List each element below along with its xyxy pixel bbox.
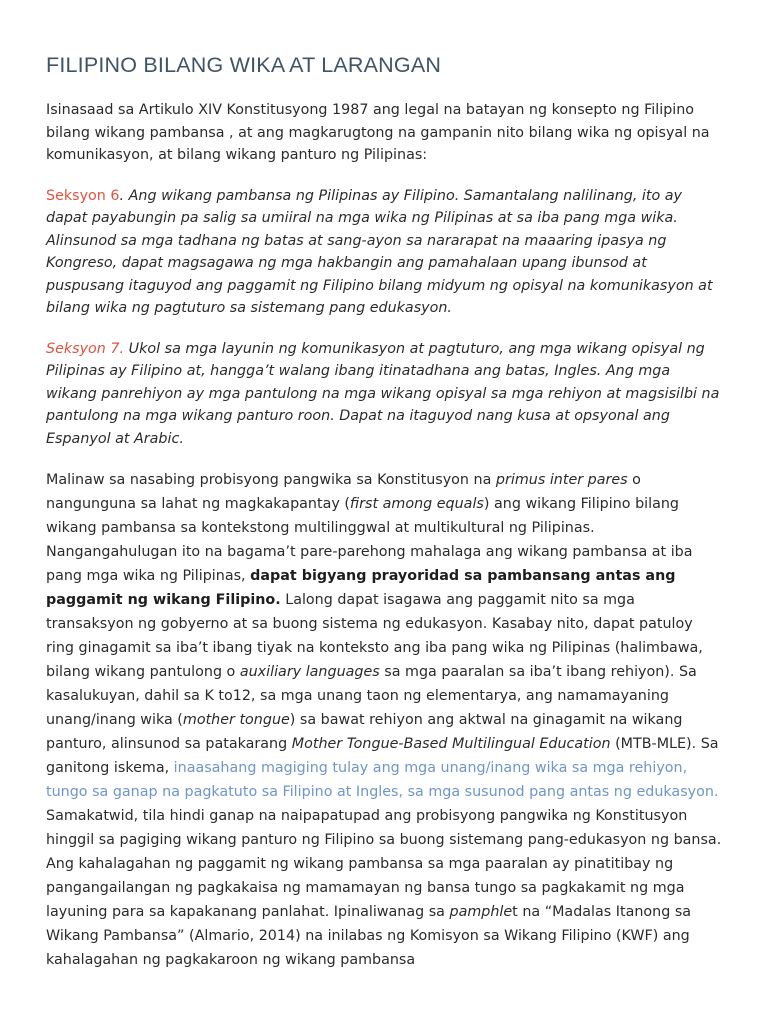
body-italic-term: Mother Tongue-Based Multilingual Education [291,736,611,752]
body-italic-term: first among equals [349,496,484,512]
seksyon-6-paragraph [46,185,722,320]
body-text: ) ang wikang Filipino bilang wikang pambansa sa kontekstong multilinggwal at multikultural ng Pilipinas. Nangangahulugan ito na bagama’t pare-parehong mahalaga ang wikang pambansa at iba pang mga wika ng Pilipinas, [46,496,693,584]
body-text: sa mga paaralan sa iba’t ibang rehiyon). Sa kasalukuyan, dahil sa K to12, sa mga unang taon ng elementarya, ang namamayaning unang/inang wika ( [46,664,697,728]
body-text: Malinaw sa nasabing probisyong pangwika sa Konstitusyon na [46,472,496,488]
seksyon-7-label: Seksyon 7. [46,340,125,357]
body-paragraph [46,468,722,972]
highlighted-link[interactable]: inaasahang magiging tulay ang mga unang/inang wika sa mga rehiyon, tungo sa ganap na pagkatuto sa Filipino at Ingles, sa mga susunod pang antas ng edukasyon. [46,760,719,800]
body-italic-term: pamphle [449,904,513,920]
page-title: FILIPINO BILANG WIKA AT LARANGAN [46,53,442,77]
seksyon-6-text: . Ang wikang pambansa ng Pilipinas ay Filipino. Samantalang nalilinang, ito ay dapat payabungin pa salig sa umiiral na mga wika ng Pilipinas at sa iba pang mga wika. Alinsunod sa mga tadhana ng batas at sang-ayon sa nararapat na maaaring ipasya ng Kongreso, dapat magsagawa ng mga hakbangin ang pamahalaan upang ibunsod at puspusang itaguyod ang paggamit ng Filipino bilang midyum ng opisyal na komunikasyon at bilang wika ng pagtuturo sa sistemang pang edukasyon. [46,187,713,316]
body-text: o nangunguna sa lahat ng magkakapantay ( [46,472,641,512]
body-text: Lalong dapat isagawa ang paggamit nito sa mga transaksyon ng gobyerno at sa buong sistema ng edukasyon. Kasabay nito, dapat patuloy ring ginagamit sa iba’t ibang tiyak na konteksto ang iba pang wika ng Pilipinas (halimbawa, bilang wikang pantulong o [46,592,703,680]
body-italic-term: auxiliary languages [239,664,380,680]
seksyon-6-label: Seksyon 6 [46,187,120,204]
seksyon-7-text: Ukol sa mga layunin ng komunikasyon at pagtuturo, ang mga wikang opisyal ng Pilipinas ay Filipino at, hangga’t walang ibang itinatadhana ang batas, Ingles. Ang mga wikang panrehiyon ay mga pantulong na mga wikang opisyal sa mga rehiyon at magsisilbi na pantulong na mga wikang panturo roon. Dapat na itaguyod nang kusa at opsyonal ang Espanyol at Arabic. [46,340,720,447]
body-text: Samakatwid, tila hindi ganap na naipapatupad ang probisyong pangwika ng Konstitusyon hinggil sa pagiging wikang panturo ng Filipino sa buong sistemang pang-edukasyon ng bansa. Ang kahalagahan ng paggamit ng wikang pambansa sa mga paaralan ay pinatitibay ng pangangailangan ng pagkakaisa ng mamamayan ng bansa tungo sa pagkakamit ng mga layuning para sa kapakanang panlahat. Ipinaliwanag sa [46,808,722,920]
body-text: (MTB-MLE). Sa ganitong iskema, [46,736,719,776]
body-text: ) sa bawat rehiyon ang aktwal na ginagamit na wikang panturo, alinsunod sa patakarang [46,712,683,752]
seksyon-7-paragraph [46,338,722,451]
body-bold-emphasis: dapat bigyang prayoridad sa pambansang antas ang paggamit ng wikang Filipino. [46,568,676,608]
body-italic-term: mother tongue [182,712,290,728]
intro-paragraph: Isinasaad sa Artikulo XIV Konstitusyong 1987 ang legal na batayan ng konsepto ng Filipino bilang wikang pambansa , at ang magkarugtong na gampanin nito bilang wika ng opisyal na komunikasyon, at bilang wikang panturo ng Pilipinas: [46,102,710,163]
body-text: t na “Madalas Itanong sa Wikang Pambansa” (Almario, 2014) na inilabas ng Komisyon sa Wikang Filipino (KWF) ang kahalagahan ng pagkakaroon ng wikang pambansa [46,904,692,968]
body-italic-term: primus inter pares [495,472,628,488]
